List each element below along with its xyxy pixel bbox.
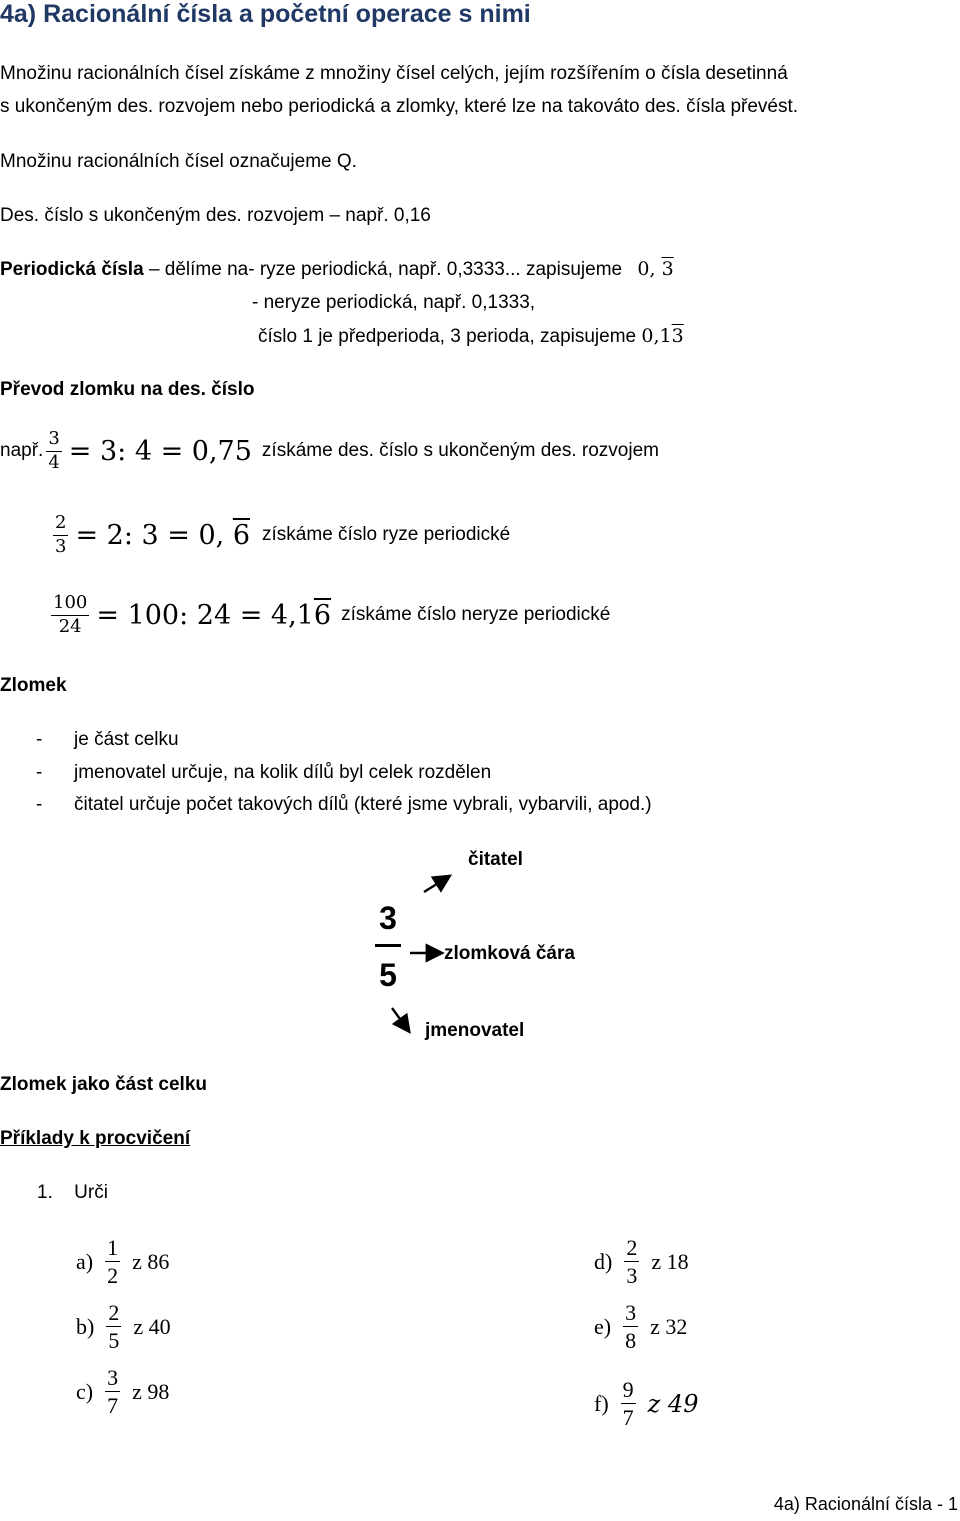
exercise-rest: z 40 <box>133 1313 171 1339</box>
exercise-label: d) <box>594 1248 613 1274</box>
periodic-row-2: - neryze periodická, např. 0,1333, <box>252 292 536 313</box>
conversion-heading: Převod zlomku na des. číslo <box>0 379 255 400</box>
exercise-label: e) <box>594 1313 612 1339</box>
exercise-fraction: $\frac{2}{3}$ <box>626 1235 638 1289</box>
exercise-item <box>594 1236 689 1287</box>
exercise-item <box>594 1378 698 1429</box>
diagram-label-denominator: jmenovatel <box>425 1020 525 1041</box>
exercise-label: b) <box>76 1313 95 1339</box>
intro-line-3: Množinu racionálních čísel označujeme Q. <box>0 151 357 172</box>
diagram-label-bar: zlomková čára <box>444 943 575 964</box>
example-3-note: získáme číslo neryze periodické <box>341 604 611 626</box>
intro-line-4: Des. číslo s ukončeným des. rozvojem – např. 0,16 <box>0 205 431 226</box>
example-1-note: získáme des. číslo s ukončeným des. rozvojem <box>261 440 659 462</box>
exercise-fraction: $\frac{3}{7}$ <box>107 1365 119 1419</box>
bullet-marker: - <box>36 794 43 815</box>
expression-2-period: 6 <box>232 519 251 551</box>
periodic-row-3-text: číslo 1 je předperioda, 3 perioda, zapisujeme <box>258 326 637 347</box>
fraction-100-24: $\frac{100}{24}$ <box>53 592 88 637</box>
exercise-fraction: $\frac{1}{2}$ <box>107 1235 119 1289</box>
part-heading: Zlomek jako část celku <box>0 1074 207 1095</box>
expression-1: = 3: 4 = 0,75 <box>68 435 252 467</box>
intro-line-1: Množinu racionálních čísel získáme z množiny čísel celých, jejím rozšířením o čísla desetinná <box>0 63 788 84</box>
exercise-item <box>76 1366 169 1417</box>
bullet-marker: - <box>36 729 43 750</box>
arrow-to-numerator-icon <box>424 877 448 892</box>
example-2-note: získáme číslo ryze periodické <box>262 524 511 546</box>
exercise-label: f) <box>594 1390 609 1416</box>
exercise-item <box>76 1301 171 1352</box>
periodic-math-2-period: 3 <box>671 325 684 347</box>
exercise-rest: z 32 <box>650 1313 688 1339</box>
bullet-marker: - <box>36 762 43 783</box>
exercise-label: a) <box>76 1248 94 1274</box>
periodic-math-1-period: 3 <box>661 258 674 280</box>
exercise-rest: z 49 <box>647 1389 699 1418</box>
periodic-math-1-int: 0, <box>637 258 656 280</box>
expression-2-main: = 2: 3 = 0, <box>75 519 225 551</box>
exercise-rest: z 98 <box>132 1378 170 1404</box>
exercises-heading: Příklady k procvičení <box>0 1128 191 1149</box>
exercise-rest: z 18 <box>651 1248 689 1274</box>
diagram-denominator: 5 <box>379 957 397 993</box>
task-number: 1. <box>37 1182 53 1203</box>
task-label: Urči <box>74 1182 108 1203</box>
arrow-to-denominator-icon <box>392 1008 408 1030</box>
bullet-text: jmenovatel určuje, na kolik dílů byl celek rozdělen <box>74 762 492 783</box>
example-prefix: např. <box>0 440 44 462</box>
page-title: 4a) Racionální čísla a početní operace s nimi <box>0 0 531 28</box>
periodic-math-2-int: 0,1 <box>641 325 672 347</box>
exercise-item <box>76 1236 169 1287</box>
exercise-fraction: $\frac{9}{7}$ <box>622 1377 634 1431</box>
expression-3-main: = 100: 24 = 4,1 <box>96 599 314 631</box>
task-heading <box>37 1182 108 1204</box>
fraction-3-4: $\frac{3}{4}$ <box>48 428 60 473</box>
exercise-fraction: $\frac{3}{8}$ <box>625 1300 637 1354</box>
periodic-row-1-text: – dělíme na- ryze periodická, např. 0,3333... zapisujeme <box>148 259 623 280</box>
fraction-heading: Zlomek <box>0 675 67 696</box>
intro-line-2: s ukončeným des. rozvojem nebo periodická a zlomky, které lze na takováto des. čísla převést. <box>0 96 799 117</box>
diagram-numerator: 3 <box>379 900 397 936</box>
periodic-label: Periodická čísla <box>0 259 144 280</box>
bullet-text: čitatel určuje počet takových dílů (které jsme vybrali, vybarvili, apod.) <box>74 794 652 815</box>
fraction-2-3: $\frac{2}{3}$ <box>55 512 67 557</box>
exercise-label: c) <box>76 1378 94 1404</box>
bullet-text: je část celku <box>74 729 179 750</box>
expression-3-period: 6 <box>313 599 332 631</box>
diagram-label-numerator: čitatel <box>468 849 523 870</box>
exercise-rest: z 86 <box>132 1248 170 1274</box>
exercise-fraction: $\frac{2}{5}$ <box>108 1300 120 1354</box>
page-footer: 4a) Racionální čísla - 1 <box>773 1494 958 1514</box>
exercise-item <box>594 1301 687 1352</box>
